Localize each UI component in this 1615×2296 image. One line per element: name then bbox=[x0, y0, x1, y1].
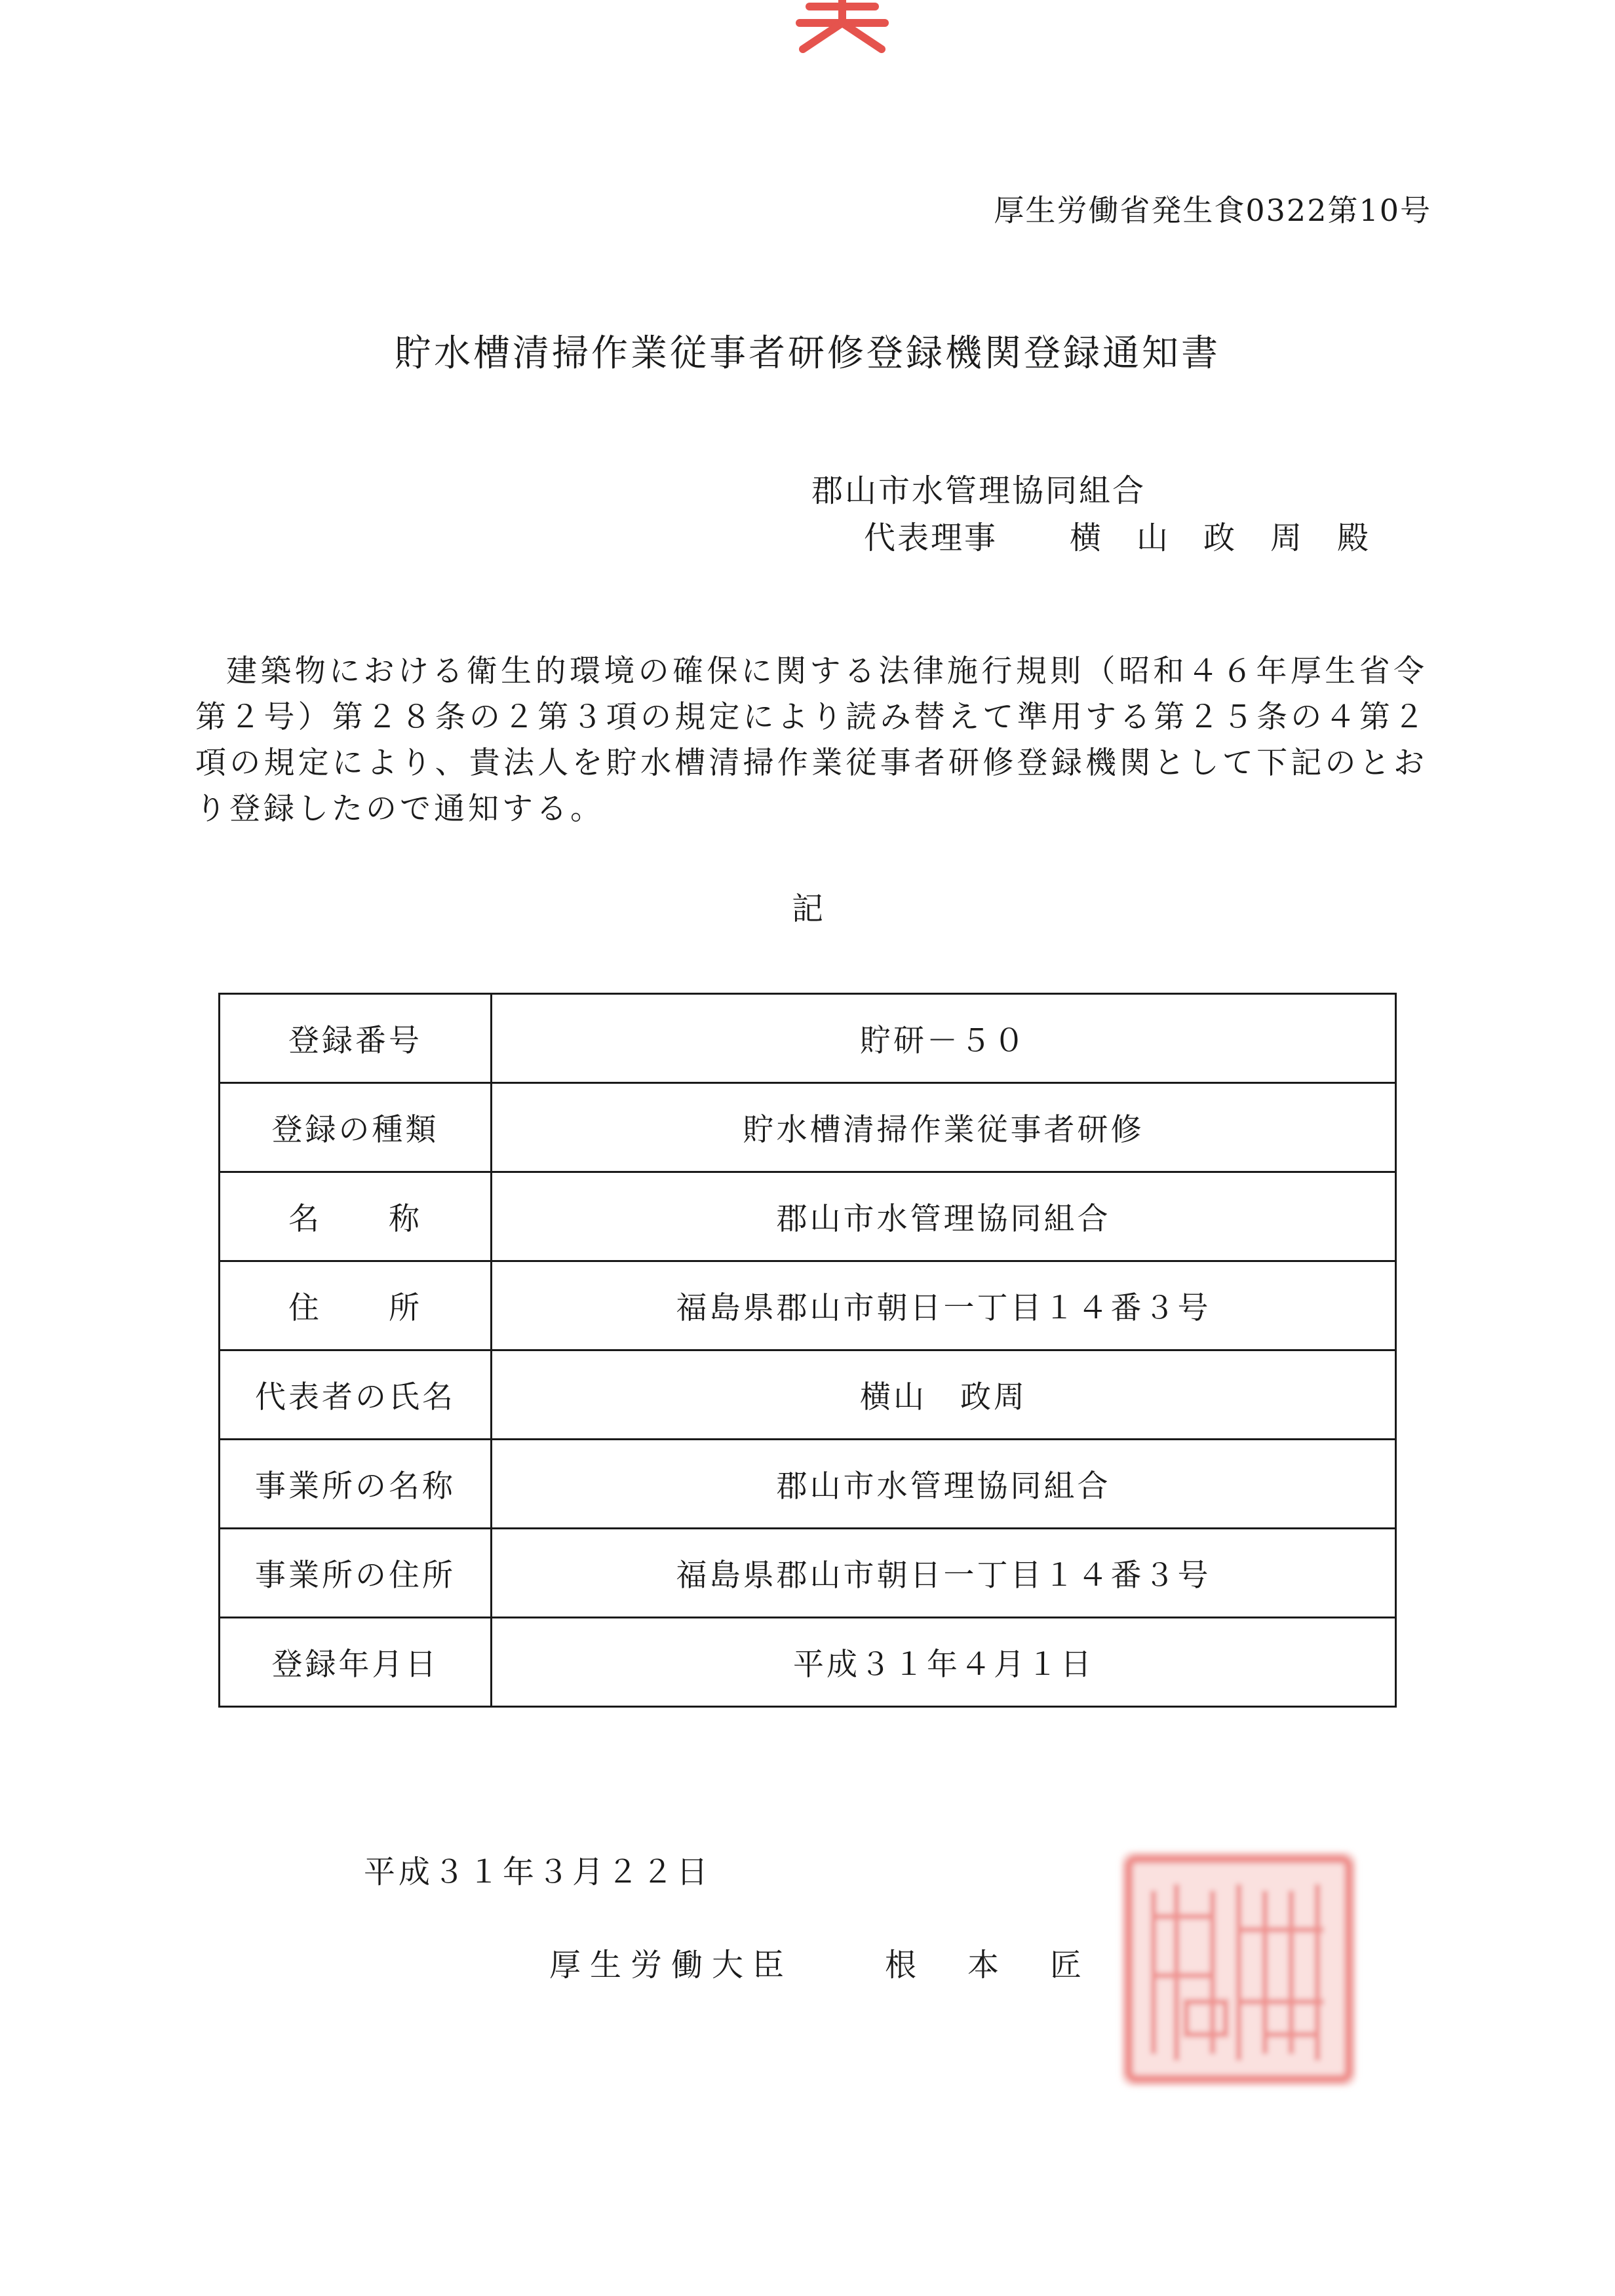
row-label: 名 称 bbox=[220, 1172, 492, 1261]
table-row bbox=[220, 1350, 1396, 1440]
row-value: 郡山市水管理協同組合 bbox=[492, 1440, 1396, 1529]
row-label: 代表者の氏名 bbox=[220, 1350, 492, 1440]
table-row bbox=[220, 1261, 1396, 1350]
table-row bbox=[220, 1529, 1396, 1618]
row-value: 福島県郡山市朝日一丁目１４番３号 bbox=[492, 1261, 1396, 1350]
row-label: 住 所 bbox=[220, 1261, 492, 1350]
row-label: 登録番号 bbox=[220, 994, 492, 1083]
addressee-name: 横山政周殿 bbox=[1070, 520, 1405, 556]
row-label: 登録の種類 bbox=[220, 1083, 492, 1172]
document-number: 厚生労働省発生食0322第10号 bbox=[994, 193, 1431, 228]
row-label: 事業所の名称 bbox=[220, 1440, 492, 1529]
top-seal-fragment bbox=[783, 0, 901, 59]
addressee-representative bbox=[864, 512, 1404, 558]
row-value: 福島県郡山市朝日一丁目１４番３号 bbox=[492, 1529, 1396, 1618]
issuer-name: 根本匠 bbox=[885, 1947, 1133, 1983]
row-label: 登録年月日 bbox=[220, 1618, 492, 1707]
document-title: 貯水槽清掃作業従事者研修登録機関登録通知書 bbox=[395, 332, 1220, 375]
table-row bbox=[220, 1618, 1396, 1707]
ki-heading: 記 bbox=[791, 890, 823, 927]
row-value: 平成３１年４月１日 bbox=[492, 1618, 1396, 1707]
issuer-line bbox=[549, 1940, 1133, 1985]
row-value: 貯研－５０ bbox=[492, 994, 1396, 1083]
row-label: 事業所の住所 bbox=[220, 1529, 492, 1618]
table-row bbox=[220, 1440, 1396, 1529]
row-value: 郡山市水管理協同組合 bbox=[492, 1172, 1396, 1261]
issue-date: 平成３１年３月２２日 bbox=[364, 1854, 712, 1890]
row-value: 貯水槽清掃作業従事者研修 bbox=[492, 1083, 1396, 1172]
addressee-organization: 郡山市水管理協同組合 bbox=[811, 472, 1146, 509]
table-row bbox=[220, 1172, 1396, 1261]
notice-body: 建築物における衛生的環境の確保に関する法律施行規則（昭和４６年厚生省令第２号）第２８条の２第３項の規定により読み替えて準用する第２５条の４第２項の規定により、貴法人を貯水槽清掃作業従事者研修登録機関として下記のとおり登録したので通知する。 bbox=[195, 653, 1428, 827]
official-seal-stamp bbox=[1114, 1845, 1363, 2094]
row-value: 横山 政周 bbox=[492, 1350, 1396, 1440]
issuer-role: 厚生労働大臣 bbox=[549, 1947, 794, 1983]
addressee-role: 代表理事 bbox=[864, 520, 998, 556]
table-row bbox=[220, 1083, 1396, 1172]
registration-table bbox=[218, 993, 1397, 1708]
table-row bbox=[220, 994, 1396, 1083]
